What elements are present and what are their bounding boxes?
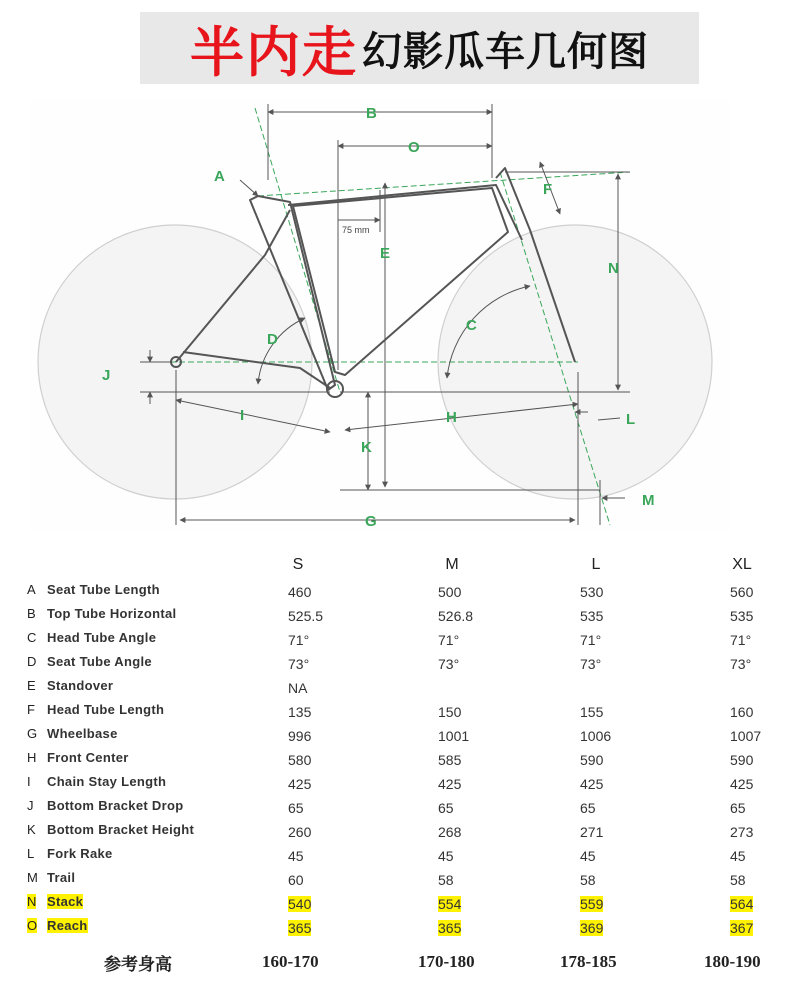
row-value: 273 <box>730 824 754 840</box>
row-value: 1001 <box>438 728 470 744</box>
table-row <box>0 630 790 654</box>
table-row <box>0 678 790 702</box>
row-value: 65 <box>730 800 746 816</box>
row-name: Head Tube Angle <box>47 630 157 645</box>
page-title <box>140 12 699 84</box>
label-E: E <box>380 245 391 262</box>
label-D: D <box>267 331 278 348</box>
table-row <box>0 846 790 870</box>
row-value: 525.5 <box>288 608 324 624</box>
row-value: 530 <box>580 584 604 600</box>
row-name: Wheelbase <box>47 726 118 741</box>
title-banner <box>140 12 699 84</box>
size-header-xl: XL <box>732 556 752 573</box>
row-value: 500 <box>438 584 462 600</box>
row-value: 60 <box>288 872 304 888</box>
row-value: 73° <box>730 656 752 672</box>
label-M: M <box>642 492 655 509</box>
row-letter: O <box>27 918 38 933</box>
row-value: 535 <box>730 608 754 624</box>
row-value: 155 <box>580 704 604 720</box>
row-value: 460 <box>288 584 312 600</box>
row-value: 560 <box>730 584 754 600</box>
row-name: Top Tube Horizontal <box>47 606 177 621</box>
table-row <box>0 750 790 774</box>
row-name: Fork Rake <box>47 846 113 861</box>
row-value: 554 <box>438 896 462 912</box>
row-value: 580 <box>288 752 312 768</box>
row-value: 996 <box>288 728 312 744</box>
rider-height-s: 160-170 <box>262 952 319 971</box>
row-value: 73° <box>580 656 602 672</box>
row-value: 425 <box>580 776 604 792</box>
row-name: Chain Stay Length <box>47 774 167 789</box>
label-G: G <box>365 513 377 530</box>
row-letter: B <box>27 606 36 621</box>
row-value: 150 <box>438 704 462 720</box>
offset-note: 75 mm <box>342 225 370 235</box>
table-row <box>0 918 790 942</box>
row-letter: M <box>27 870 38 885</box>
row-value: 73° <box>288 656 310 672</box>
label-H: H <box>446 409 457 426</box>
rider-height-m: 170-180 <box>418 952 475 971</box>
table-row <box>0 726 790 750</box>
row-value: 271 <box>580 824 604 840</box>
row-name: Trail <box>47 870 76 885</box>
row-letter: N <box>27 894 37 909</box>
size-header-m: M <box>445 556 459 573</box>
row-value: 71° <box>730 632 752 648</box>
row-value: 73° <box>438 656 460 672</box>
row-value: 564 <box>730 896 754 912</box>
row-value: 65 <box>580 800 596 816</box>
label-O: O <box>408 139 420 156</box>
table-row <box>0 894 790 918</box>
row-letter: H <box>27 750 37 765</box>
row-value: 268 <box>438 824 462 840</box>
size-header-s: S <box>292 556 304 573</box>
row-value: 71° <box>580 632 602 648</box>
row-value: 260 <box>288 824 312 840</box>
table-row <box>0 798 790 822</box>
rider-height-row <box>0 948 790 978</box>
row-letter: E <box>27 678 36 693</box>
row-name: Standover <box>47 678 114 693</box>
row-value: 58 <box>730 872 746 888</box>
row-value: 1006 <box>580 728 612 744</box>
row-value: 1007 <box>730 728 762 744</box>
row-value: 365 <box>288 920 312 936</box>
row-letter: J <box>27 798 34 813</box>
rider-height-xl: 180-190 <box>704 952 761 971</box>
row-value: 367 <box>730 920 754 936</box>
label-N: N <box>608 260 619 277</box>
row-value: NA <box>288 680 308 696</box>
row-value: 425 <box>730 776 754 792</box>
table-row <box>0 702 790 726</box>
row-value: 71° <box>438 632 460 648</box>
row-name: Seat Tube Length <box>47 582 160 597</box>
row-value: 585 <box>438 752 462 768</box>
row-value: 369 <box>580 920 604 936</box>
row-value: 559 <box>580 896 604 912</box>
rider-height-l: 178-185 <box>560 952 617 971</box>
table-row <box>0 822 790 846</box>
label-L: L <box>626 411 636 428</box>
table-row <box>0 582 790 606</box>
row-value: 45 <box>288 848 304 864</box>
row-value: 425 <box>288 776 312 792</box>
rider-height-label: 参考身高 <box>104 955 172 975</box>
row-letter: D <box>27 654 37 669</box>
row-value: 365 <box>438 920 462 936</box>
table-row <box>0 774 790 798</box>
row-value: 425 <box>438 776 462 792</box>
label-C: C <box>466 317 477 334</box>
row-value: 540 <box>288 896 312 912</box>
row-letter: K <box>27 822 36 837</box>
row-value: 71° <box>288 632 310 648</box>
row-value: 65 <box>288 800 304 816</box>
label-A: A <box>214 168 225 185</box>
row-name: Bottom Bracket Drop <box>47 798 184 813</box>
row-value: 590 <box>730 752 754 768</box>
row-name: Head Tube Length <box>47 702 165 717</box>
table-row <box>0 606 790 630</box>
row-value: 65 <box>438 800 454 816</box>
row-name: Stack <box>47 894 84 909</box>
row-letter: G <box>27 726 38 741</box>
row-letter: C <box>27 630 37 645</box>
table-row <box>0 870 790 894</box>
row-name: Seat Tube Angle <box>47 654 152 669</box>
row-value: 45 <box>580 848 596 864</box>
label-F: F <box>543 181 553 198</box>
row-value: 58 <box>438 872 454 888</box>
row-letter: L <box>27 846 35 861</box>
row-value: 58 <box>580 872 596 888</box>
row-letter: A <box>27 582 36 597</box>
row-letter: F <box>27 702 35 717</box>
row-value: 45 <box>730 848 746 864</box>
row-value: 526.8 <box>438 608 474 624</box>
row-value: 45 <box>438 848 454 864</box>
row-value: 535 <box>580 608 604 624</box>
table-row <box>0 654 790 678</box>
label-J: J <box>102 367 111 384</box>
row-value: 590 <box>580 752 604 768</box>
label-I: I <box>240 407 245 424</box>
label-K: K <box>361 439 372 456</box>
size-header-l: L <box>591 556 601 573</box>
row-value: 135 <box>288 704 312 720</box>
row-name: Front Center <box>47 750 129 765</box>
row-name: Bottom Bracket Height <box>47 822 195 837</box>
title-red-part: 半内走 <box>190 20 358 84</box>
label-B: B <box>366 105 377 122</box>
bike-geometry-diagram <box>0 96 790 536</box>
row-name: Reach <box>47 918 88 933</box>
row-value: 160 <box>730 704 754 720</box>
title-black-part: 幻影瓜车几何图 <box>362 28 649 75</box>
row-letter: I <box>27 774 31 789</box>
